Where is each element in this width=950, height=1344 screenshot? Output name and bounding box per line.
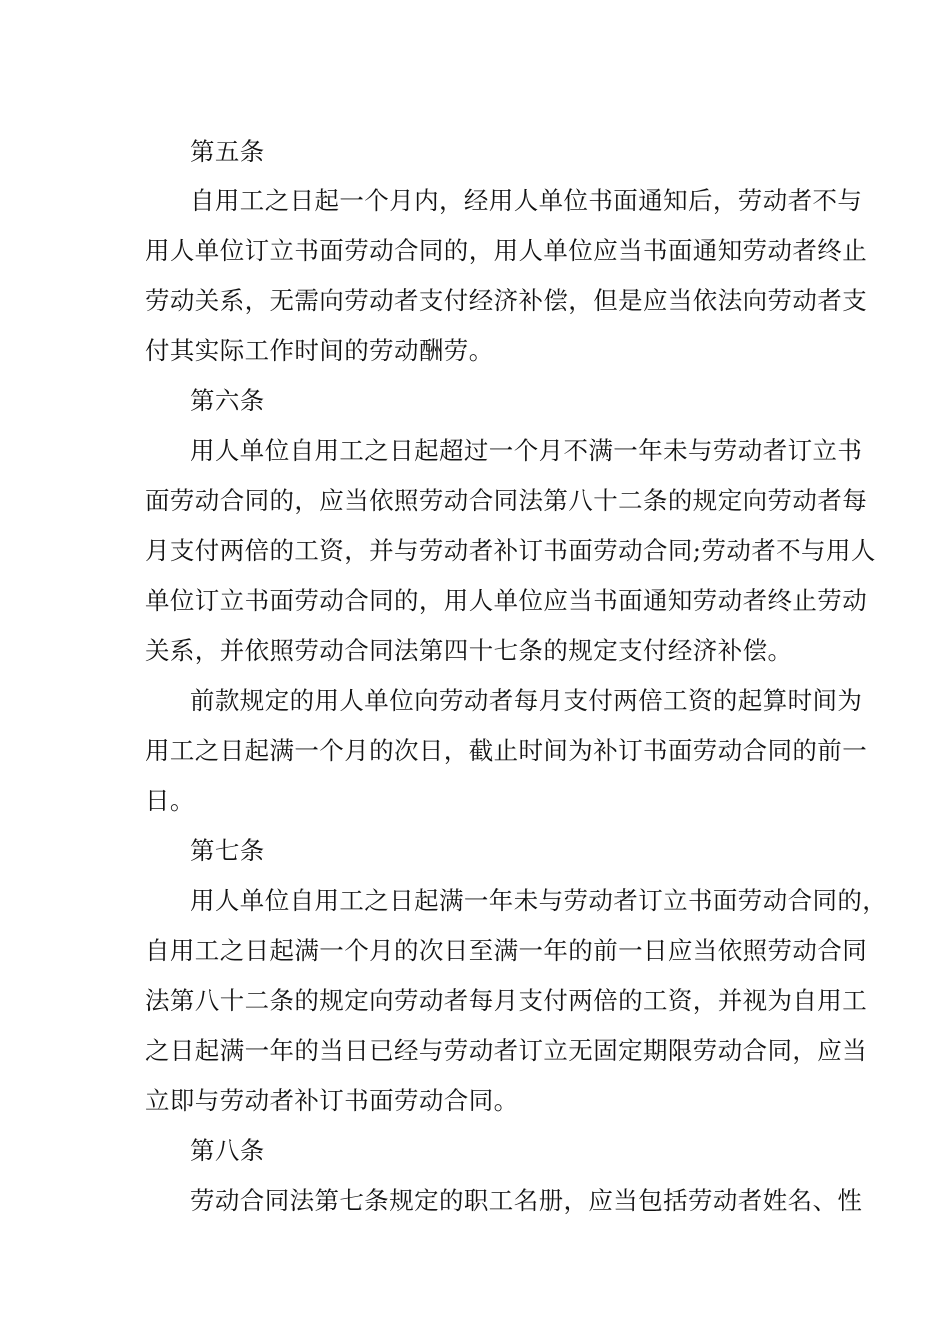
article-6-text-line: 月支付两倍的工资，并与劳动者补订书面劳动合同;劳动者不与用人 <box>145 536 876 565</box>
article-7-text-line: 立即与劳动者补订书面劳动合同。 <box>145 1086 519 1115</box>
article-6-text-line: 单位订立书面劳动合同的，用人单位应当书面通知劳动者终止劳动 <box>145 586 868 615</box>
article-8-text-line: 劳动合同法第七条规定的职工名册，应当包括劳动者姓名、性 <box>190 1186 863 1215</box>
article-6-heading: 第六条 <box>190 386 265 415</box>
article-6-paragraph-2-line: 用工之日起满一个月的次日，截止时间为补订书面劳动合同的前一 <box>145 736 868 765</box>
article-7-text-line: 之日起满一年的当日已经与劳动者订立无固定期限劳动合同，应当 <box>145 1036 868 1065</box>
article-5-text-line: 自用工之日起一个月内，经用人单位书面通知后，劳动者不与 <box>190 186 863 215</box>
article-6-text-line: 面劳动合同的，应当依照劳动合同法第八十二条的规定向劳动者每 <box>145 486 868 515</box>
article-6-paragraph-2-line: 前款规定的用人单位向劳动者每月支付两倍工资的起算时间为 <box>190 686 863 715</box>
article-8-heading: 第八条 <box>190 1136 265 1165</box>
article-5-text-line: 付其实际工作时间的劳动酬劳。 <box>145 336 494 365</box>
article-6-paragraph-2-line: 日。 <box>145 786 195 815</box>
article-6-text-line: 关系，并依照劳动合同法第四十七条的规定支付经济补偿。 <box>145 636 793 665</box>
article-7-text-line: 法第八十二条的规定向劳动者每月支付两倍的工资，并视为自用工 <box>145 986 868 1015</box>
article-5-text-line: 用人单位订立书面劳动合同的，用人单位应当书面通知劳动者终止 <box>145 236 868 265</box>
article-7-text-line: 用人单位自用工之日起满一年未与劳动者订立书面劳动合同的， <box>190 886 888 915</box>
article-6-text-line: 用人单位自用工之日起超过一个月不满一年未与劳动者订立书 <box>190 436 863 465</box>
article-7-heading: 第七条 <box>190 836 265 865</box>
article-5-text-line: 劳动关系，无需向劳动者支付经济补偿，但是应当依法向劳动者支 <box>145 286 868 315</box>
article-5-heading: 第五条 <box>190 137 265 166</box>
article-7-text-line: 自用工之日起满一个月的次日至满一年的前一日应当依照劳动合同 <box>145 936 868 965</box>
